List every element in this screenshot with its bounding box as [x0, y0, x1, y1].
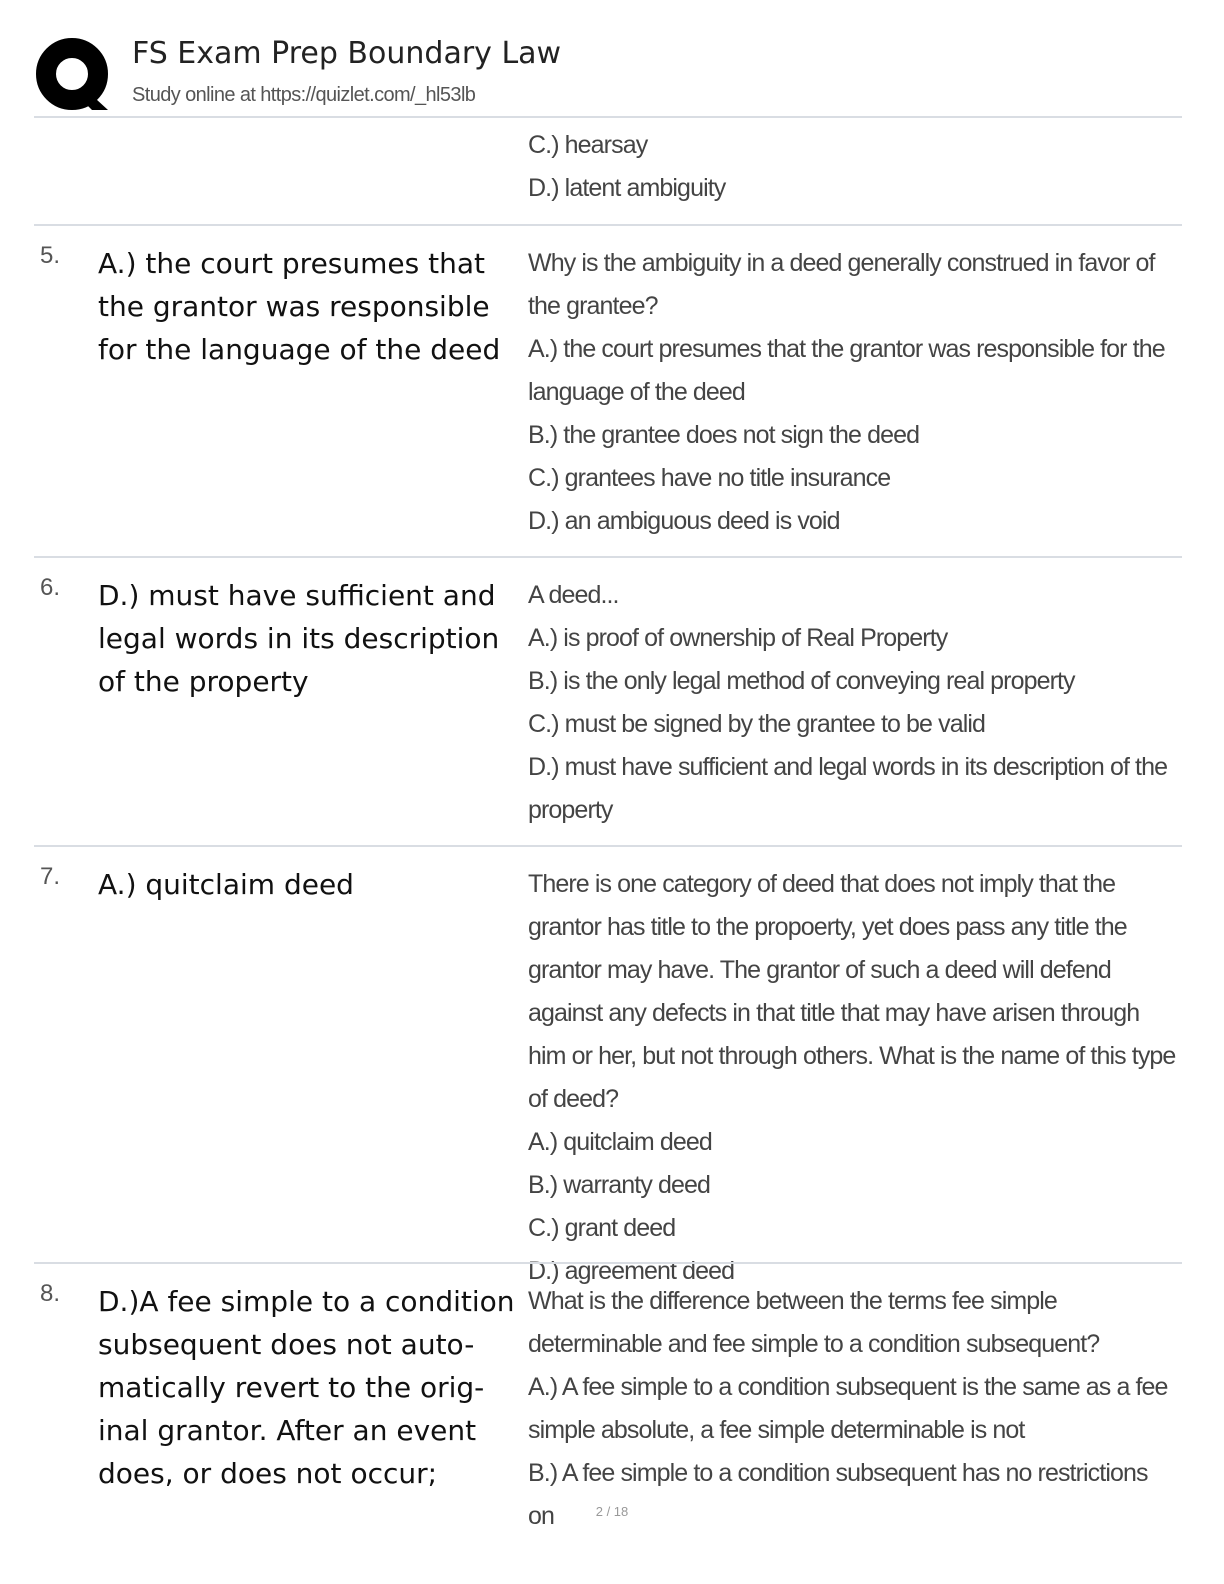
card-question: [528, 863, 1178, 1293]
page-number: 2 / 18: [595, 1504, 629, 1519]
option-a: A.) is proof of ownership of Real Property: [528, 624, 948, 652]
card-question: [528, 242, 1178, 543]
option-b: B.) warranty deed: [528, 1171, 711, 1199]
card-number: 6.: [40, 574, 61, 601]
question-text: What is the difference between the terms fee simple determinable and fee simple to a condition subsequent?: [528, 1287, 1100, 1358]
card-number: 5.: [40, 242, 61, 269]
option-c: C.) must be signed by the grantee to be valid: [528, 710, 986, 738]
card-question: [528, 1280, 1178, 1538]
option-c: C.) grant deed: [528, 1214, 676, 1242]
option-d: D.) agreement deed: [528, 1257, 735, 1285]
option-c: C.) grantees have no title insurance: [528, 464, 891, 492]
question-text: A deed...: [528, 581, 619, 609]
option-c: C.) hearsay: [528, 131, 648, 159]
card-number: 7.: [40, 863, 61, 890]
card-answer: A.) quitclaim deed: [98, 868, 354, 901]
flashcard-5: [34, 232, 1182, 554]
option-a: A.) A fee simple to a condition subsequent is the same as a fee simple absolute, a fee simple determinable is not: [528, 1373, 1168, 1444]
flashcard-7: [34, 853, 1182, 1285]
question-text: Why is the ambiguity in a deed generally construed in favor of the grantee?: [528, 249, 1155, 320]
card-question: [528, 574, 1178, 832]
option-d: D.) latent ambiguity: [528, 174, 726, 202]
option-a: A.) the court presumes that the grantor was responsible for the language of the deed: [528, 335, 1165, 406]
card-answer: A.) the court presumes that the grantor was responsible for the language of the deed: [98, 247, 501, 366]
card-answer: D.) must have sufficient and legal words in its description of the property: [98, 579, 500, 698]
option-b: B.) A fee simple to a condition subsequent has no restrictions on: [528, 1459, 1148, 1530]
flashcard-6: [34, 564, 1182, 844]
option-d: D.) must have sufficient and legal words in its description of the property: [528, 753, 1168, 824]
continued-options: [528, 124, 1168, 210]
option-b: B.) the grantee does not sign the deed: [528, 421, 920, 449]
card-answer: D.)A fee simple to a condition subsequent does not auto-matically revert to the orig-inal grantor. After an event does, or does not occur;: [98, 1285, 515, 1490]
document-title: FS Exam Prep Boundary Law: [132, 36, 562, 71]
card-divider: [34, 556, 1182, 558]
question-text: There is one category of deed that does not imply that the grantor has title to the propoerty, yet does pass any title the grantor may have. The grantor of such a deed will defend against any defects in that title that may have arisen through him or her, but not through others. What is the name of this type of deed?: [528, 870, 1176, 1113]
card-divider: [34, 224, 1182, 226]
page-header: [34, 30, 1182, 116]
card-divider: [34, 1262, 1182, 1264]
quizlet-q-logo-icon: [34, 36, 114, 114]
study-online-link[interactable]: Study online at https://quizlet.com/_hl53lb: [132, 84, 476, 106]
header-divider: [34, 116, 1182, 118]
card-number: 8.: [40, 1280, 61, 1307]
option-d: D.) an ambiguous deed is void: [528, 507, 840, 535]
option-b: B.) is the only legal method of conveying real property: [528, 667, 1075, 695]
option-a: A.) quitclaim deed: [528, 1128, 712, 1156]
card-divider: [34, 845, 1182, 847]
